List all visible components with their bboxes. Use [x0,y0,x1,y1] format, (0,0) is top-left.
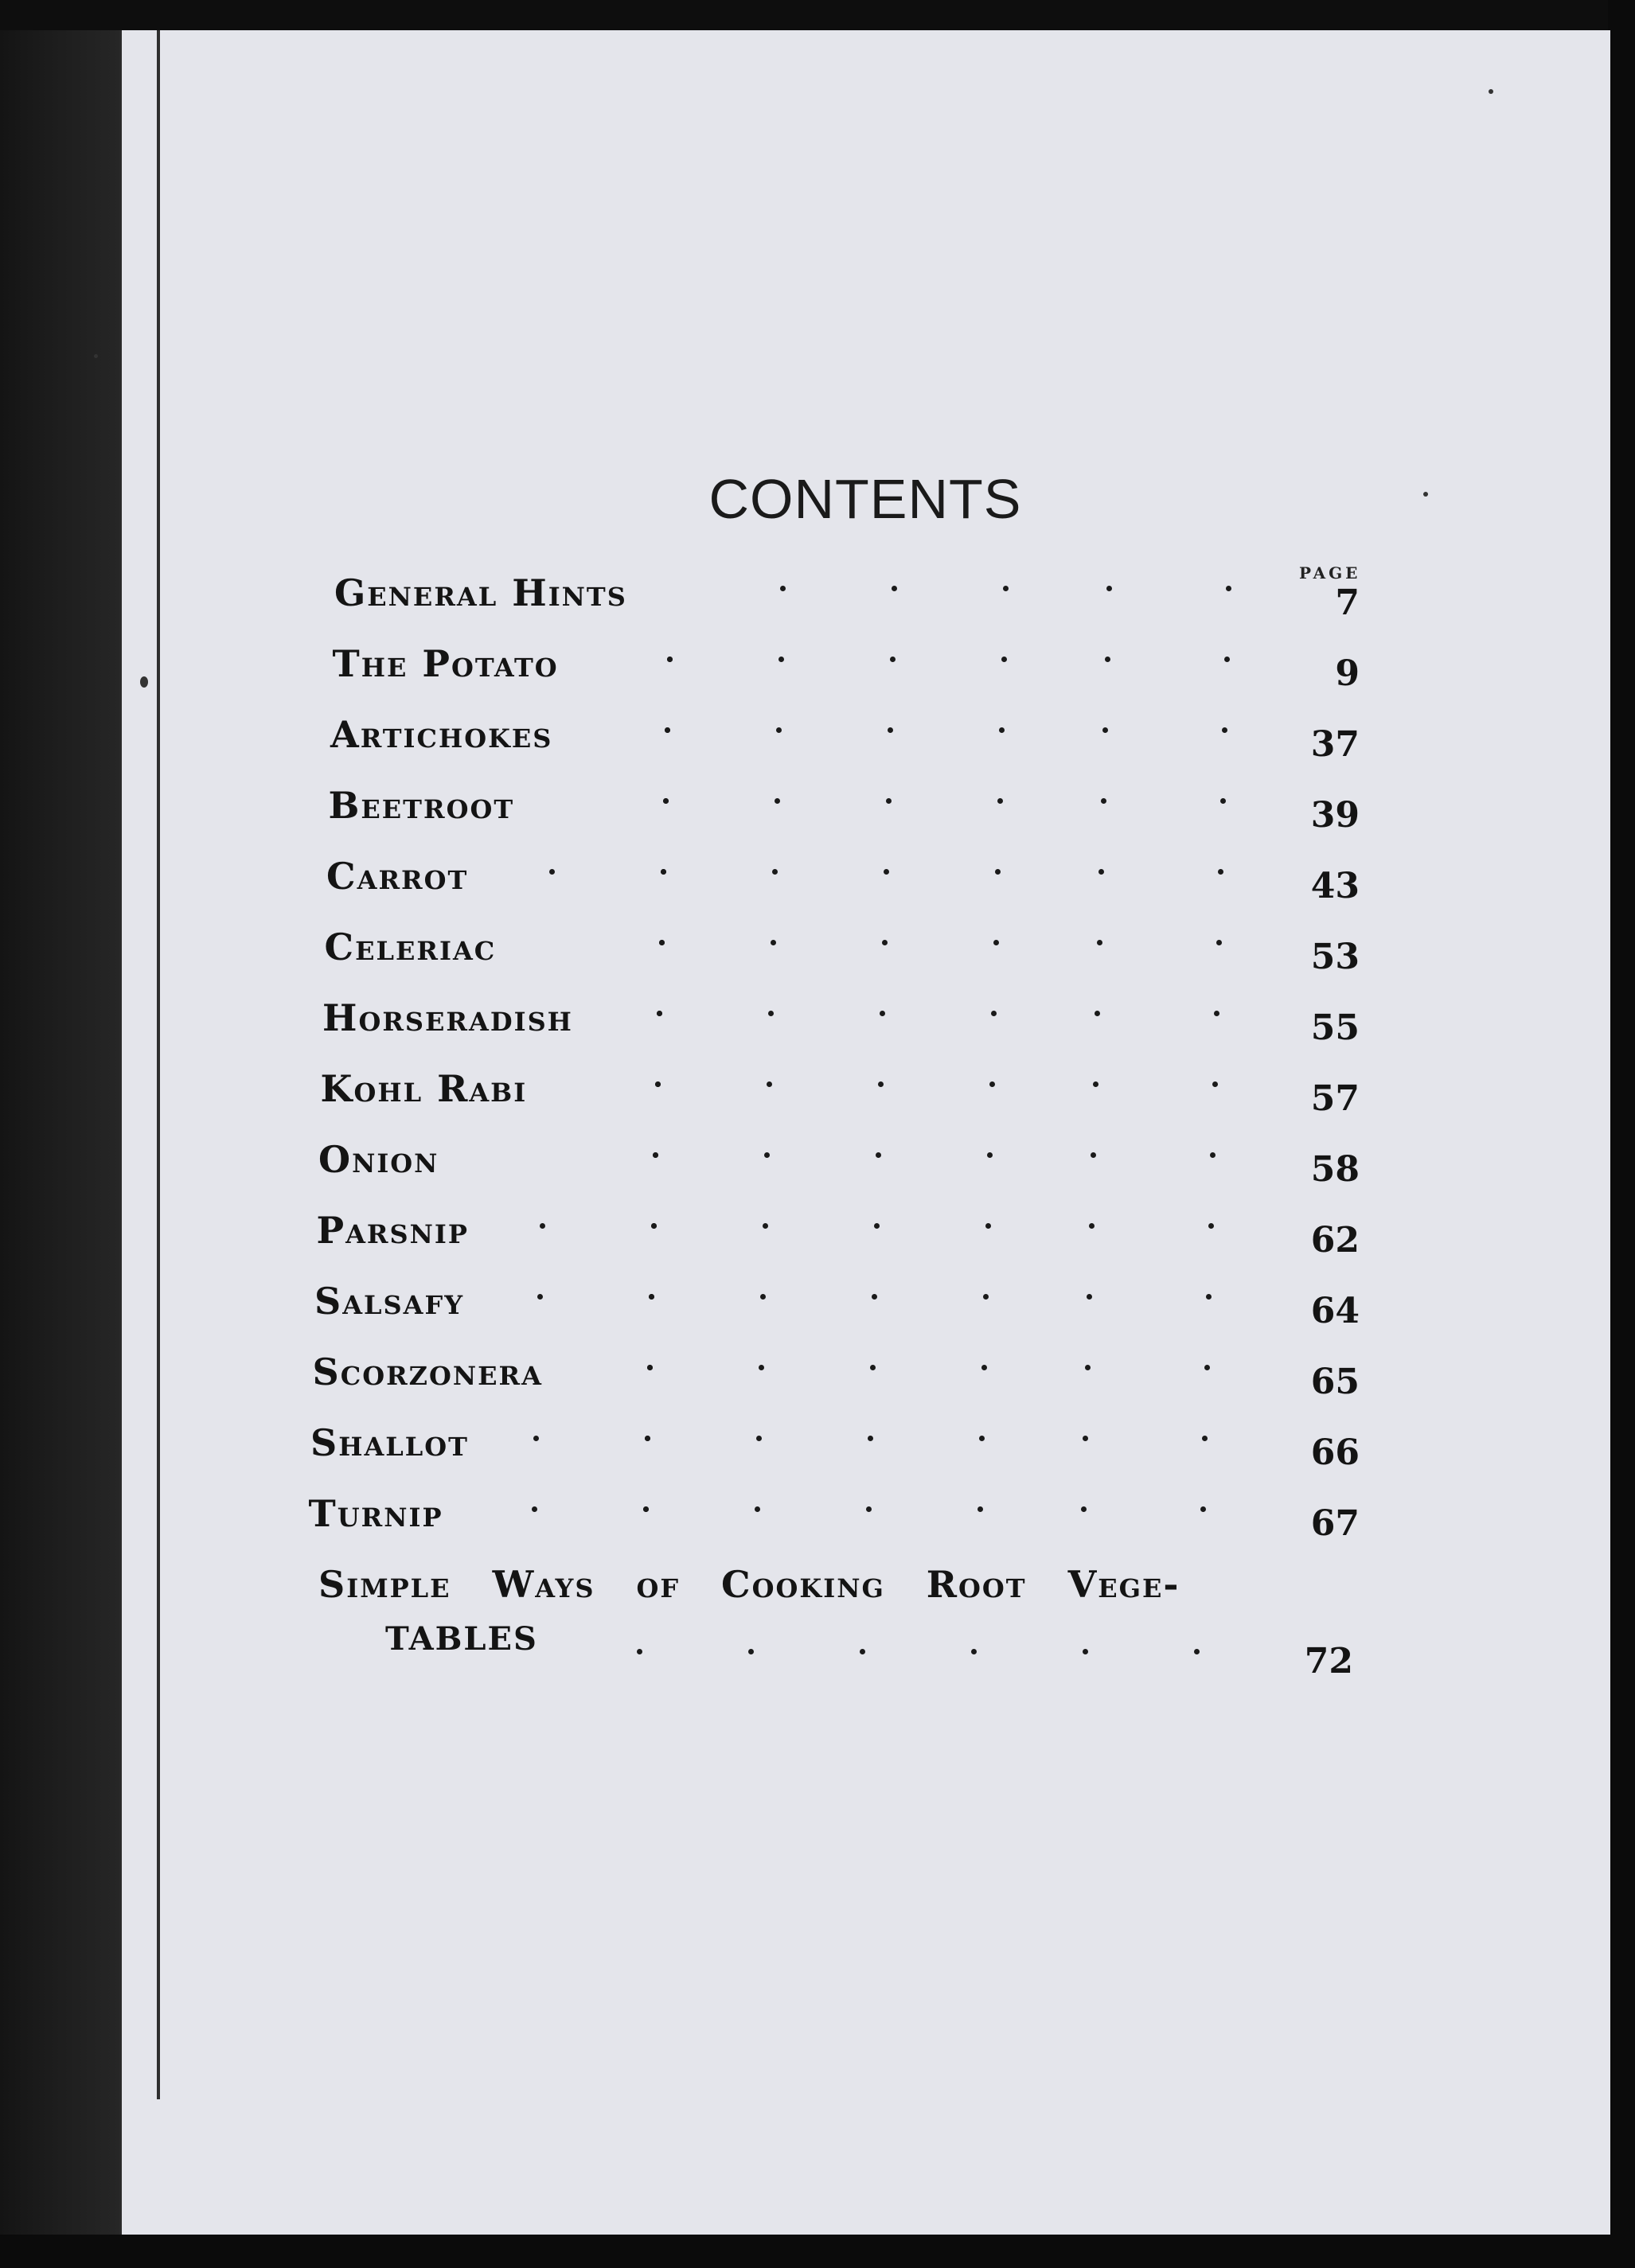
leader-dot [888,727,893,733]
leader-dot [880,1011,885,1016]
toc-entry [334,571,1369,642]
leader-dot [1220,798,1226,804]
leader-dot [1210,1152,1216,1158]
leader-dot [971,1649,977,1654]
leader-dot [533,1436,539,1441]
toc-leader-dots [326,869,1369,893]
scan-speck [1489,89,1493,94]
contents-list [308,571,1369,1682]
toc-entry-label: General Hints [334,571,627,614]
leader-dot [1101,798,1106,804]
leader-dot [997,798,1003,804]
leader-dot [1206,1294,1212,1300]
leader-dot [649,1294,654,1300]
leader-dot [979,1436,985,1441]
leader-dot [1216,940,1222,945]
toc-entry-label: Artichokes [330,713,553,756]
leader-dot [767,1081,772,1087]
leader-dot [776,727,782,733]
leader-dot [1102,727,1108,733]
page-title: CONTENTS [708,467,1022,530]
leader-dot [643,1506,649,1512]
leader-dot [1081,1506,1087,1512]
toc-leader-dots [313,1365,1370,1389]
toc-entry-page-number: 37 [1310,724,1360,765]
page-column-label: PAGE [1299,563,1361,583]
scan-speck [94,354,98,358]
leader-dot [1194,1649,1200,1654]
toc-entry-page-number: 43 [1310,866,1360,906]
leader-dot [748,1649,754,1654]
toc-entry [330,713,1369,784]
leader-dot [1202,1436,1208,1441]
leader-dot [771,940,776,945]
leader-dot [870,1365,876,1370]
leader-dot [756,1436,762,1441]
leader-dot [1003,586,1009,591]
toc-leader-dots [334,586,1369,610]
leader-dot [1083,1649,1088,1654]
toc-entry [310,1421,1369,1492]
toc-leader-dots [329,798,1370,822]
leader-dot [999,727,1005,733]
toc-entry-label: Horseradish [322,996,573,1039]
toc-leader-dots [310,1436,1369,1459]
leader-dot [532,1506,537,1512]
toc-entry [322,996,1369,1067]
leader-dot [760,1294,766,1300]
toc-entry-label: Shallot [310,1421,469,1464]
leader-dot [985,1223,991,1229]
leader-dot [1001,657,1007,662]
leader-dot [1087,1294,1092,1300]
leader-dot [1226,586,1231,591]
leader-dot [659,940,665,945]
leader-dot [780,586,786,591]
leader-dot [645,1436,650,1441]
toc-entry-label-line2: TABLES [385,1620,538,1658]
toc-entry-page-number: 57 [1310,1078,1360,1119]
toc-entry-page-number: 64 [1310,1291,1360,1331]
leader-dot [1214,1011,1219,1016]
scan-speck [140,676,148,688]
toc-entry-label: Celeriac [324,926,497,968]
toc-entry-page-number: 66 [1310,1432,1360,1473]
toc-leader-dots [333,657,1370,680]
toc-entry [317,1209,1370,1280]
toc-entry [321,1067,1370,1138]
leader-dot [663,798,669,804]
toc-entry-label: Beetroot [328,784,515,827]
leader-dot [1106,586,1112,591]
leader-dot [991,1011,997,1016]
leader-dot [537,1294,543,1300]
leader-dot [775,798,780,804]
leader-dot [989,1081,995,1087]
toc-entry-label-line1: Simple Ways of Cooking Root Vege- [318,1563,1180,1606]
toc-entry-page-number: 62 [1310,1220,1360,1261]
left-margin-strip [0,0,119,2268]
toc-leader-dots [317,1223,1370,1247]
toc-entry-label: Onion [318,1138,439,1181]
leader-dot [1218,869,1223,875]
toc-entry-label: Carrot [326,855,469,898]
toc-entry-label: Turnip [308,1492,443,1535]
leader-dot [1105,657,1110,662]
leader-dot [892,586,897,591]
toc-entry-page-number: 65 [1310,1362,1360,1402]
leader-dot [772,869,778,875]
leader-dot [653,1152,658,1158]
leader-dot [1212,1081,1218,1087]
leader-dot [878,1081,884,1087]
leader-dot [995,869,1001,875]
leader-dot [872,1294,877,1300]
leader-dot [657,1011,662,1016]
bottom-scan-edge [0,2235,1635,2268]
toc-entry-page-number: 67 [1310,1503,1360,1544]
leader-dot [866,1506,872,1512]
leader-dot [1089,1223,1095,1229]
leader-dot [886,798,892,804]
leader-dot [1204,1365,1210,1370]
leader-dot [1083,1436,1088,1441]
leader-dot [977,1506,983,1512]
leader-dot [1085,1365,1091,1370]
leader-dot [768,1011,774,1016]
leader-dot [1200,1506,1206,1512]
toc-entry-final [318,1563,1369,1682]
leader-dot [655,1081,661,1087]
toc-entry-page-number: 7 [1335,583,1360,623]
leader-dot [1097,940,1102,945]
leader-dot [764,1152,770,1158]
toc-entry-page-number: 58 [1310,1149,1360,1190]
toc-entry-page-number: 55 [1310,1007,1360,1048]
toc-leader-dots [309,1506,1370,1530]
toc-entry-label: Kohl Rabi [320,1067,528,1110]
toc-entry [309,1492,1370,1563]
toc-entry-page-number: 9 [1335,653,1360,694]
toc-leader-dots [321,1081,1370,1105]
leader-dot [755,1506,760,1512]
leader-dot [983,1294,989,1300]
leader-dot [1208,1223,1214,1229]
leader-dot [860,1649,865,1654]
toc-entry-page-number: 39 [1310,795,1360,836]
leader-dot [778,657,784,662]
leader-dot [1222,727,1227,733]
leader-dot [1093,1081,1098,1087]
toc-entry-label: Salsafy [314,1280,465,1323]
page-gutter-line [157,30,160,2099]
toc-entry [313,1350,1370,1421]
leader-dot [1224,657,1230,662]
toc-entry-label: Parsnip [316,1209,469,1252]
toc-entry [314,1280,1369,1350]
leader-dot [1098,869,1104,875]
leader-dot [874,1223,880,1229]
leader-dot [868,1436,873,1441]
leader-dot [876,1152,881,1158]
right-scan-edge [1608,0,1635,2268]
toc-entry-label: The Potato [332,642,559,685]
leader-dot [647,1365,653,1370]
leader-dot [763,1223,768,1229]
leader-dot [540,1223,545,1229]
leader-dot [759,1365,764,1370]
leader-dot [1095,1011,1100,1016]
leader-dot [890,657,896,662]
leader-dot [993,940,999,945]
toc-leader-dots [322,1011,1369,1035]
toc-entry [318,1138,1369,1209]
toc-entry [326,855,1369,926]
leader-dot [987,1152,993,1158]
toc-leader-dots [318,1649,1369,1673]
toc-entry [333,642,1370,713]
leader-dot [665,727,670,733]
top-scan-edge [0,0,1635,30]
leader-dot [661,869,666,875]
leader-dot [651,1223,657,1229]
leader-dot [549,869,555,875]
toc-leader-dots [325,940,1370,964]
toc-leader-dots [314,1294,1369,1318]
toc-entry-label: Scorzonera [312,1350,543,1393]
toc-leader-dots [330,727,1369,751]
leader-dot [884,869,889,875]
leader-dot [667,657,673,662]
toc-leader-dots [318,1152,1369,1176]
leader-dot [882,940,888,945]
toc-entry [325,926,1370,996]
leader-dot [637,1649,642,1654]
toc-entry-page-number: 53 [1310,937,1360,977]
leader-dot [981,1365,987,1370]
leader-dot [1091,1152,1096,1158]
toc-entry-page-number: 72 [1304,1641,1353,1682]
toc-entry [329,784,1370,855]
